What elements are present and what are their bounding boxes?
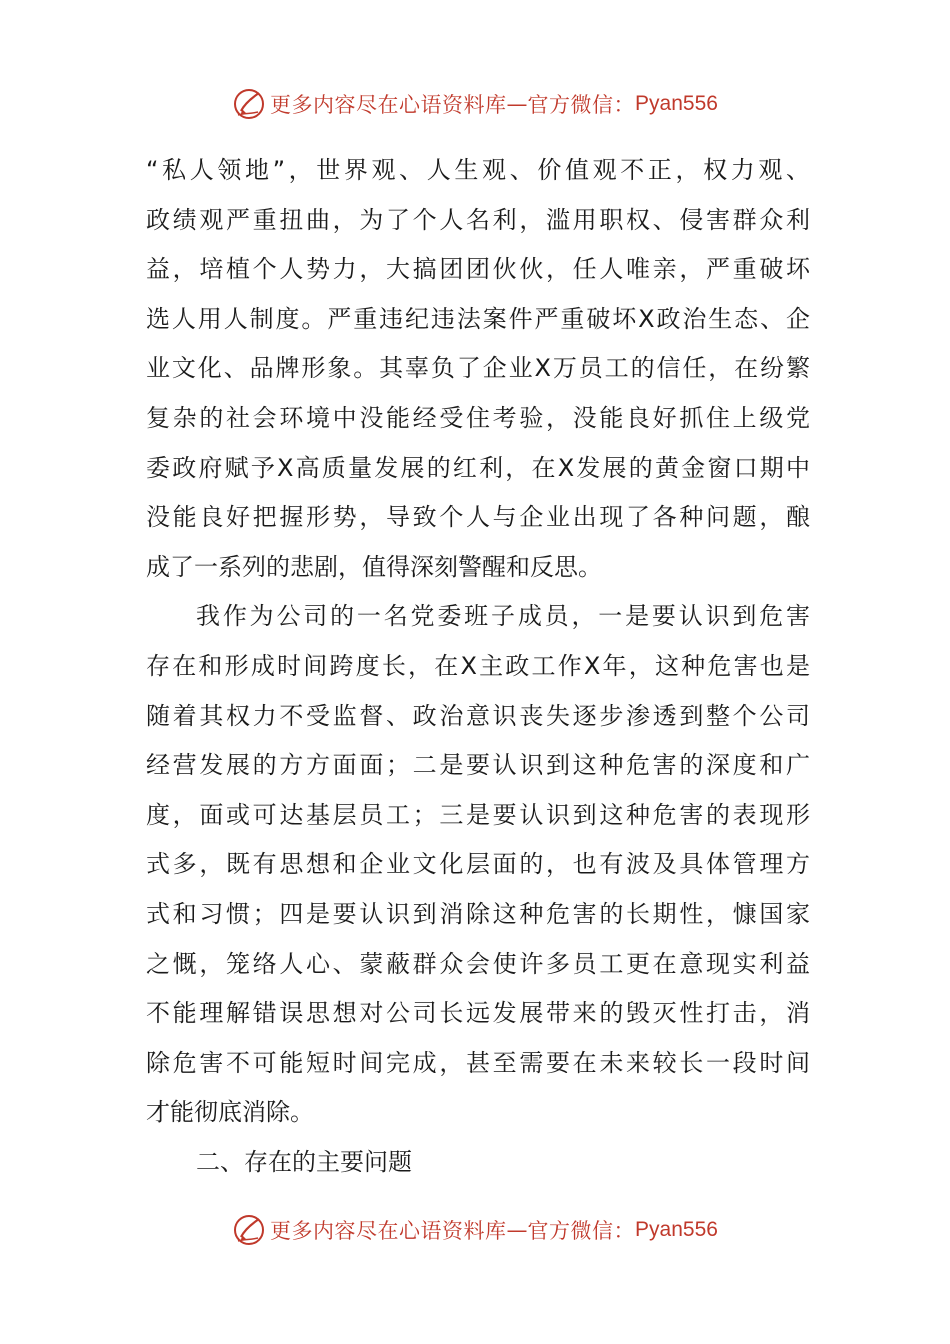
text-line: 益，培植个人势力，大搞团团伙伙，任人唯亲，严重破坏 <box>146 255 810 284</box>
text-line: 没能良好把握形势，导致个人与企业出现了各种问题，酿 <box>146 503 810 532</box>
text-line: 式和习惯；四是要认识到消除这种危害的长期性，慷国家 <box>146 899 810 928</box>
text-line: 才能彻底消除。 <box>146 1098 314 1127</box>
watermark-handle: Pyan556 <box>635 92 718 115</box>
text-line: 式多，既有思想和企业文化层面的，也有波及具体管理方 <box>146 850 810 879</box>
watermark-handle: Pyan556 <box>635 1218 718 1241</box>
text-line: 成了一系列的悲剧，值得深刻警醒和反思。 <box>146 552 602 581</box>
text-line: 政绩观严重扭曲，为了个人名利，滥用职权、侵害群众利 <box>146 205 810 234</box>
header-watermark <box>0 84 950 124</box>
footer-watermark <box>0 1210 950 1250</box>
paragraph-2 <box>146 592 810 1138</box>
text-line: 我作为公司的一名党委班子成员，一是要认识到危害 <box>196 602 810 631</box>
text-line: 随着其权力不受监督、政治意识丧失逐步渗透到整个公司 <box>146 701 810 730</box>
watermark-official: 官方微信： <box>527 1219 636 1243</box>
section-heading: 二、存在的主要问题 <box>196 1147 412 1176</box>
watermark-text: 更多内容尽在心语资料库 <box>270 1219 507 1243</box>
pen-circle-logo-icon <box>232 87 266 121</box>
watermark-separator: — <box>506 92 528 116</box>
text-line: 之慨，笼络人心、蒙蔽群众会使许多员工更在意现实利益 <box>146 949 810 978</box>
text-line: 选人用人制度。严重违纪违法案件严重破坏X政治生态、企 <box>146 304 810 333</box>
text-line: 复杂的社会环境中没能经受住考验，没能良好抓住上级党 <box>146 403 810 432</box>
text-line: 除危害不可能短时间完成，甚至需要在未来较长一段时间 <box>146 1048 810 1077</box>
text-line: 存在和形成时间跨度长，在X主政工作X年，这种危害也是 <box>146 651 810 680</box>
text-line: 经营发展的方方面面；二是要认识到这种危害的深度和广 <box>146 751 810 780</box>
text-line: 不能理解错误思想对公司长远发展带来的毁灭性打击，消 <box>146 999 810 1028</box>
pen-circle-logo-icon <box>232 1213 266 1247</box>
text-line: “私人领地”，世界观、人生观、价值观不正，权力观、 <box>146 156 810 184</box>
text-line: 度，面或可达基层员工；三是要认识到这种危害的表现形 <box>146 800 810 829</box>
text-line: 委政府赋予X高质量发展的红利，在X发展的黄金窗口期中 <box>146 453 810 482</box>
document-body <box>146 146 810 1187</box>
paragraph-1 <box>146 146 810 592</box>
watermark-text: 更多内容尽在心语资料库 <box>270 93 507 117</box>
watermark-official: 官方微信： <box>527 93 636 117</box>
text-line: 业文化、品牌形象。其辜负了企业X万员工的信任，在纷繁 <box>146 354 810 383</box>
watermark-separator: — <box>506 1218 528 1242</box>
